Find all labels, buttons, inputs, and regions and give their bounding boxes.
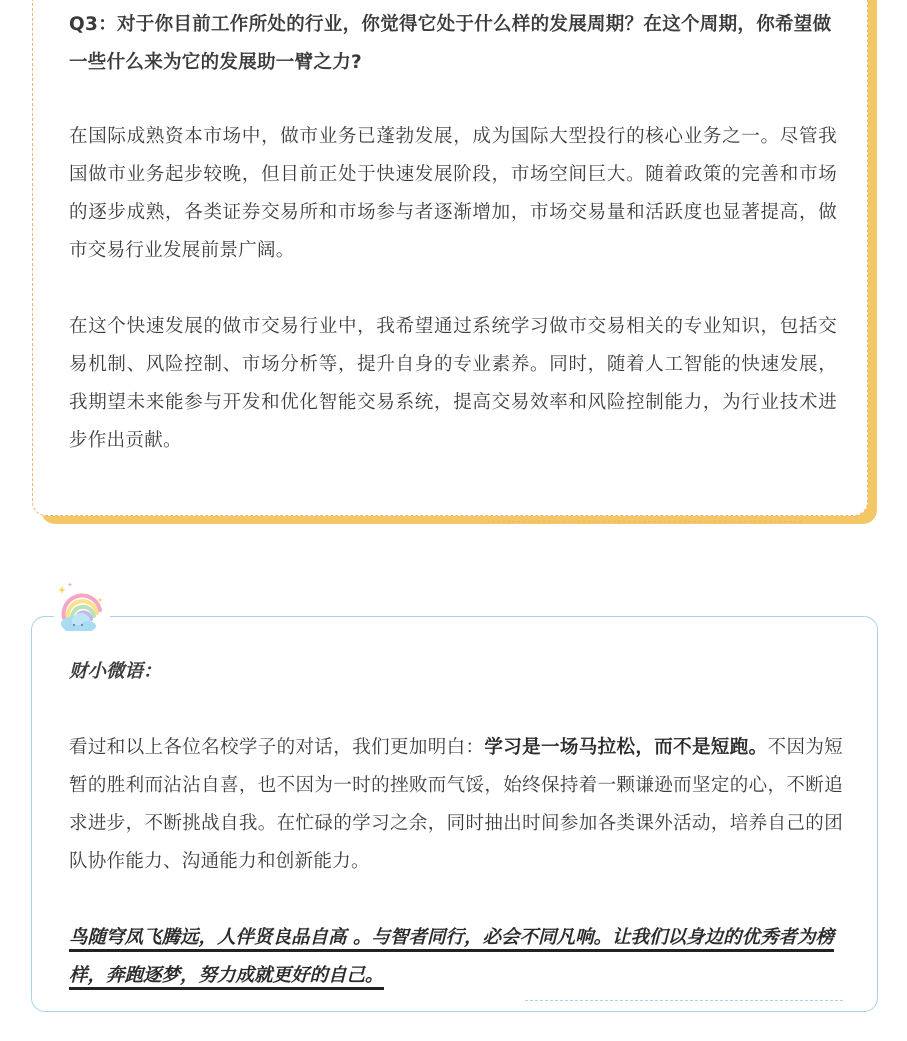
summary-text-end: 不因为短暂的胜利而沾沾自喜，也不因为一时的挫败而气馁，始终保持着一颗谦逊而坚定的心，不断追求进步，不断挑战自我。在忙碌的学习之余，同时抽出时间参加各类课外活动，培养自己的团队协作能力、沟通能力和创新能力。 [69, 737, 844, 872]
qa-card-content [69, 6, 837, 498]
summary-paragraph [69, 729, 843, 881]
summary-highlight: 学习是一场马拉松，而不是短跑。 [484, 737, 768, 758]
qa-card [32, 0, 868, 516]
card-divider [487, 521, 802, 522]
summary-text-start: 看过和以上各位名校学子的对话，我们更加明白： [69, 737, 485, 758]
rainbow-cloud-icon [54, 578, 110, 634]
summary-card [31, 616, 878, 1012]
summary-quote [69, 919, 843, 995]
answer-paragraph-1: 在国际成熟资本市场中，做市业务已蓬勃发展，成为国际大型投行的核心业务之一。尽管我国做市业务起步较晚，但目前正处于快速发展阶段，市场空间巨大。随着政策的完善和市场的逐步成熟，各类证券交易所和市场参与者逐渐增加，市场交易量和活跃度也显著提高，做市交易行业发展前景广阔。 [69, 126, 837, 261]
summary-title: 财小微语： [69, 661, 162, 682]
question-heading: Q3：对于你目前工作所处的行业，你觉得它处于什么样的发展周期？在这个周期，你希望做一些什么来为它的发展助一臂之力? [69, 14, 832, 73]
summary-quote-text: 鸟随穹凤飞腾远，人伴贤良品自高 。与智者同行，必会不同凡响。让我们以身边的优秀者为榜样，奔跑逐梦，努力成就更好的自己。 [69, 927, 834, 990]
rainbow-cloud-icon-graphic [54, 578, 110, 634]
answer-paragraph-2: 在这个快速发展的做市交易行业中，我希望通过系统学习做市交易相关的专业知识，包括交易机制、风险控制、市场分析等，提升自身的专业素养。同时，随着人工智能的快速发展，我期望未来能参与开发和优化智能交易系统，提高交易效率和风险控制能力，为行业技术进步作出贡献。 [69, 316, 837, 451]
card-divider [525, 1000, 843, 1001]
summary-card-content [69, 653, 843, 995]
